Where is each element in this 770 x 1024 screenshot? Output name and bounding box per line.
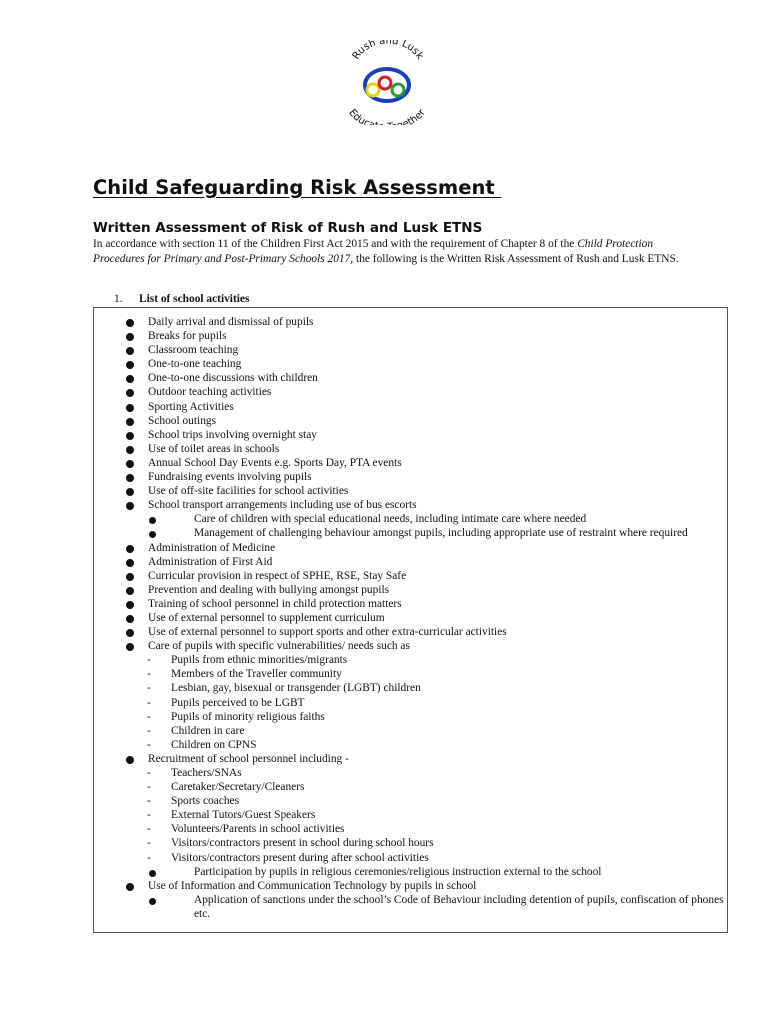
activity-item: Administration of First Aid xyxy=(94,555,727,569)
section-heading-text: List of school activities xyxy=(139,293,250,305)
activity-item: School trips involving overnight stay xyxy=(94,428,727,442)
intro-italic-reference: Child Protection Procedures for Primary and Post-Primary Schools 2017 xyxy=(93,238,654,265)
activity-item: School outings xyxy=(94,414,727,428)
activity-item: Outdoor teaching activities xyxy=(94,385,727,399)
activity-item: Training of school personnel in child protection matters xyxy=(94,597,727,611)
activity-item: Administration of Medicine xyxy=(94,541,727,555)
activity-item: Participation by pupils in religious ceremonies/religious instruction external to the school xyxy=(94,865,727,879)
activity-item: - Lesbian, gay, bisexual or transgender (LGBT) children xyxy=(94,681,727,695)
activity-item: - Volunteers/Parents in school activities xyxy=(94,822,727,836)
activity-item: Care of children with special educational needs, including intimate care where needed xyxy=(94,512,727,526)
activity-item: - Sports coaches xyxy=(94,794,727,808)
activity-item: Use of external personnel to support sports and other extra-curricular activities xyxy=(94,625,727,639)
activity-item: - Teachers/SNAs xyxy=(94,766,727,780)
activity-item: Use of Information and Communication Technology by pupils in school xyxy=(94,879,727,893)
activity-item: Fundraising events involving pupils xyxy=(94,470,727,484)
activity-item: Use of external personnel to supplement curriculum xyxy=(94,611,727,625)
activity-item: Management of challenging behaviour amongst pupils, including appropriate use of restraint where required xyxy=(94,526,727,540)
activity-item: - Pupils from ethnic minorities/migrants xyxy=(94,653,727,667)
activity-item: - Visitors/contractors present in school during school hours xyxy=(94,836,727,850)
activity-item: Application of sanctions under the school’s Code of Behaviour including detention of pupils, confiscation of phones etc. xyxy=(94,893,727,921)
activities-list xyxy=(94,308,727,921)
activity-item: Care of pupils with specific vulnerabilities/ needs such as xyxy=(94,639,727,653)
logo-top-text: Rush and Lusk xyxy=(350,40,426,62)
activity-item: Daily arrival and dismissal of pupils xyxy=(94,315,727,329)
activity-item: Breaks for pupils xyxy=(94,329,727,343)
activity-item: One-to-one discussions with children xyxy=(94,371,727,385)
activity-item: Curricular provision in respect of SPHE, RSE, Stay Safe xyxy=(94,569,727,583)
activity-item: Use of off-site facilities for school activities xyxy=(94,484,727,498)
section-heading xyxy=(114,293,249,305)
activity-item: - Pupils perceived to be LGBT xyxy=(94,696,727,710)
activity-item: - Pupils of minority religious faiths xyxy=(94,710,727,724)
activity-item: - Visitors/contractors present during after school activities xyxy=(94,851,727,865)
activity-item: - Caretaker/Secretary/Cleaners xyxy=(94,780,727,794)
activity-item: - External Tutors/Guest Speakers xyxy=(94,808,727,822)
intro-text-2: , the following is the Written Risk Assessment of Rush and Lusk ETNS. xyxy=(350,252,679,265)
intro-paragraph xyxy=(93,237,693,266)
activity-item: Use of toilet areas in schools xyxy=(94,442,727,456)
activity-item: - Members of the Traveller community xyxy=(94,667,727,681)
activities-box xyxy=(93,307,728,933)
activity-item: Classroom teaching xyxy=(94,343,727,357)
section-number: 1. xyxy=(114,293,123,305)
logo-graphic xyxy=(333,40,438,125)
logo-bottom-text: Educ ether xyxy=(346,107,428,125)
activity-item: Sporting Activities xyxy=(94,400,727,414)
activity-item: - Children on CPNS xyxy=(94,738,727,752)
activity-item: Prevention and dealing with bullying amongst pupils xyxy=(94,583,727,597)
document-subtitle: Written Assessment of Risk of Rush and Lusk ETNS xyxy=(93,220,483,236)
activity-item: School transport arrangements including use of bus escorts xyxy=(94,498,727,512)
document-title: Child Safeguarding Risk Assessment xyxy=(93,176,502,199)
activity-item: Annual School Day Events e.g. Sports Day, PTA events xyxy=(94,456,727,470)
school-logo xyxy=(333,40,438,125)
svg-text:Educate Together xyxy=(346,107,428,125)
activity-item: One-to-one teaching xyxy=(94,357,727,371)
activity-item: Recruitment of school personnel including - xyxy=(94,752,727,766)
activity-item: - Children in care xyxy=(94,724,727,738)
svg-text:Rush and Lusk xyxy=(351,40,426,62)
intro-text-1: In accordance with section 11 of the Children First Act 2015 and with the requirement of Chapter 8 of the xyxy=(93,238,578,250)
